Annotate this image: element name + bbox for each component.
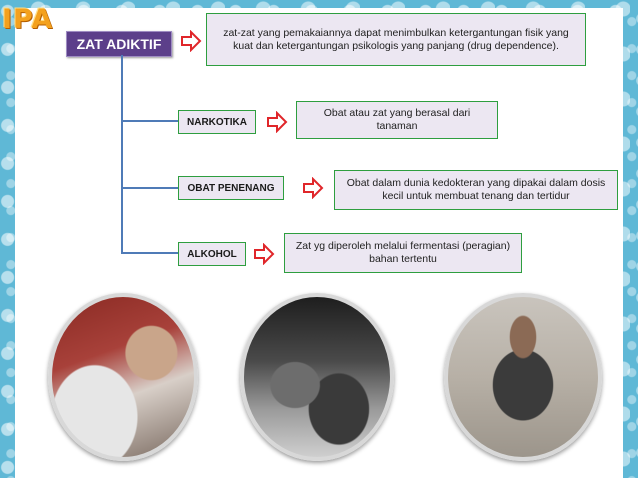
injected-arm-photo <box>48 293 198 461</box>
connector-narkotika <box>121 120 178 122</box>
connector-alkohol <box>121 252 178 254</box>
ipa-logo: IPA <box>2 4 54 35</box>
connector-obat-penenang <box>121 187 178 189</box>
narkotika-label: NARKOTIKA <box>178 110 256 134</box>
alkohol-label: ALKOHOL <box>178 242 246 266</box>
right-arrow-icon <box>302 177 324 199</box>
alkohol-definition: Zat yg diperoleh melalui fermentasi (peragian) bahan tertentu <box>284 233 522 273</box>
zat-adiktif-definition: zat-zat yang pemakaiannya dapat menimbulkan ketergantungan fisik yang kuat dan ketergantungan psikologis yang panjang (drug dependence). <box>206 13 586 66</box>
right-arrow-icon <box>253 243 275 265</box>
tree-connector-vertical <box>121 55 123 253</box>
narkotika-definition: Obat atau zat yang berasal dari tanaman <box>296 101 498 139</box>
zat-adiktif-label: ZAT ADIKTIF <box>66 31 172 57</box>
person-crouching-against-wall-photo <box>444 293 602 461</box>
obat-penenang-label: OBAT PENENANG <box>178 176 284 200</box>
obat-penenang-definition: Obat dalam dunia kedokteran yang dipakai dalam dosis kecil untuk membuat tenang dan tertidur <box>334 170 618 210</box>
person-lying-on-floor-photo <box>240 293 394 461</box>
right-arrow-icon <box>180 30 202 52</box>
right-arrow-icon <box>266 111 288 133</box>
